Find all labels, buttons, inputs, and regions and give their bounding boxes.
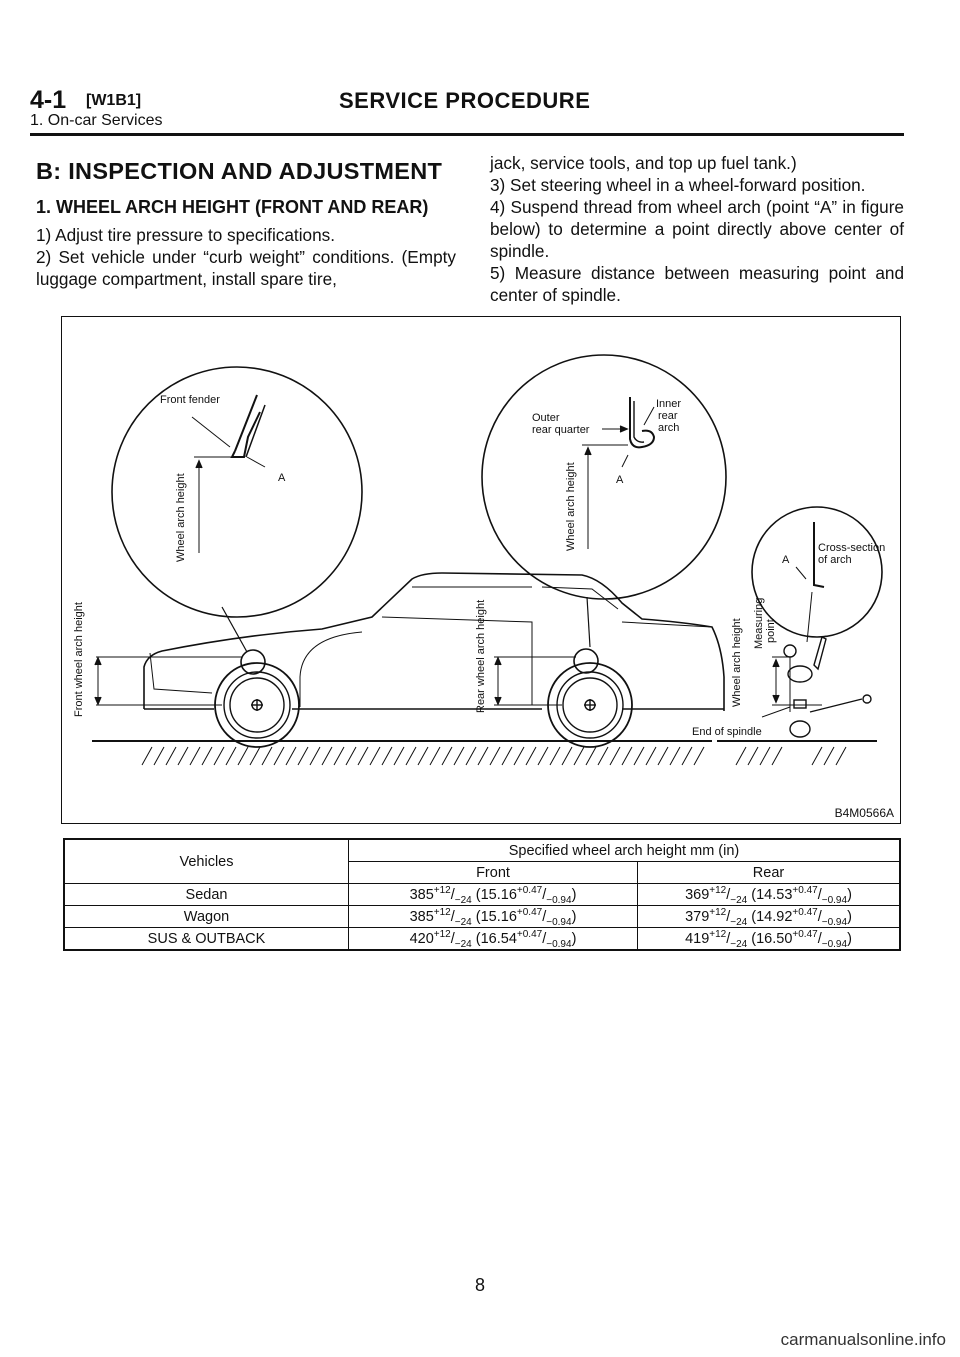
step-2-cont: jack, service tools, and top up fuel tank.) [490,153,797,173]
row-rear: $369^{+12}/_{-24}$ $(14.53^{+0.47}/_{-0.94})$ [638,884,901,906]
label-cross-section-2: of arch [818,554,852,566]
step-2: 2) Set vehicle under “curb weight” conditions. (Empty luggage compartment, install spare tire, [36,247,456,289]
label-a-rear: A [616,474,624,486]
step-5: 5) Measure distance between measuring point and center of spindle. [490,263,904,305]
label-measuring-2: point [765,619,777,643]
left-column [36,196,456,290]
rear-wheel [548,649,632,747]
table-row [64,928,900,951]
right-column [490,152,904,306]
table-row [64,906,900,928]
label-outer-1: Outer [532,412,560,424]
header-rear: Rear [638,862,901,884]
page-number: 8 [474,1275,485,1295]
label-front-fender: Front fender [160,394,220,406]
front-detail-circle [112,367,362,652]
label-front-wheel-arch-height: Front wheel arch height [73,602,85,717]
label-measuring-1: Measuring [753,597,765,649]
header-subtitle: 1. On-car Services [30,112,163,129]
wheel-arch-figure [61,316,901,824]
row-vehicle: SUS & OUTBACK [64,928,349,951]
table-row [64,884,900,906]
label-inner-3: arch [658,422,680,434]
section-heading: B: INSPECTION AND ADJUSTMENT [36,158,443,184]
front-dimension [95,657,242,705]
row-front: $385^{+12}/_{-24}$ $(15.16^{+0.47}/_{-0.94})$ [349,884,638,906]
label-wheel-arch-height-3: Wheel arch height [731,618,743,707]
row-rear: $379^{+12}/_{-24}$ $(14.92^{+0.47}/_{-0.94})$ [638,906,901,928]
ground [92,741,877,765]
label-wheel-arch-height-2: Wheel arch height [565,462,577,551]
front-wheel [215,650,299,747]
label-a-cross: A [782,554,790,566]
spindle-sketch [762,637,871,737]
subsection-heading: 1. WHEEL ARCH HEIGHT (FRONT AND REAR) [36,197,429,217]
label-inner-1: Inner [656,398,682,410]
figure-code: B4M0566A [834,806,894,820]
label-a-front: A [278,472,286,484]
row-vehicle: Wagon [64,906,349,928]
rear-detail-circle [482,355,726,647]
section-number: 4-1 [30,86,67,114]
step-4: 4) Suspend thread from wheel arch (point “A” in figure below) to determine a point directly above center of spindle. [490,197,904,261]
row-rear: $419^{+12}/_{-24}$ $(16.50^{+0.47}/_{-0.94})$ [638,928,901,951]
label-end-of-spindle: End of spindle [692,726,762,738]
section-code: [W1B1] [86,92,142,109]
row-front: $385^{+12}/_{-24}$ $(15.16^{+0.47}/_{-0.94})$ [349,906,638,928]
step-3: 3) Set steering wheel in a wheel-forward position. [490,175,866,195]
row-vehicle: Sedan [64,884,349,906]
label-cross-section-1: Cross-section [818,542,886,554]
label-outer-2: rear quarter [532,424,590,436]
label-wheel-arch-height-1: Wheel arch height [175,473,187,562]
figure-labels [73,394,885,738]
header-rule [30,133,904,136]
label-rear-wheel-arch-height: Rear wheel arch height [475,599,487,713]
label-inner-2: rear [658,410,678,422]
cross-section-circle [752,507,882,712]
row-front: $420^{+12}/_{-24}$ $(16.54^{+0.47}/_{-0.94})$ [349,928,638,951]
watermark: carmanualsonline.info [780,1330,946,1349]
header-title: SERVICE PROCEDURE [339,88,591,113]
wheel-arch-spec-table [63,838,901,951]
header-vehicles: Vehicles [64,839,349,884]
step-1: 1) Adjust tire pressure to specifications. [36,225,336,245]
header-spec: Specified wheel arch height mm (in) [349,839,901,862]
header-front: Front [349,862,638,884]
